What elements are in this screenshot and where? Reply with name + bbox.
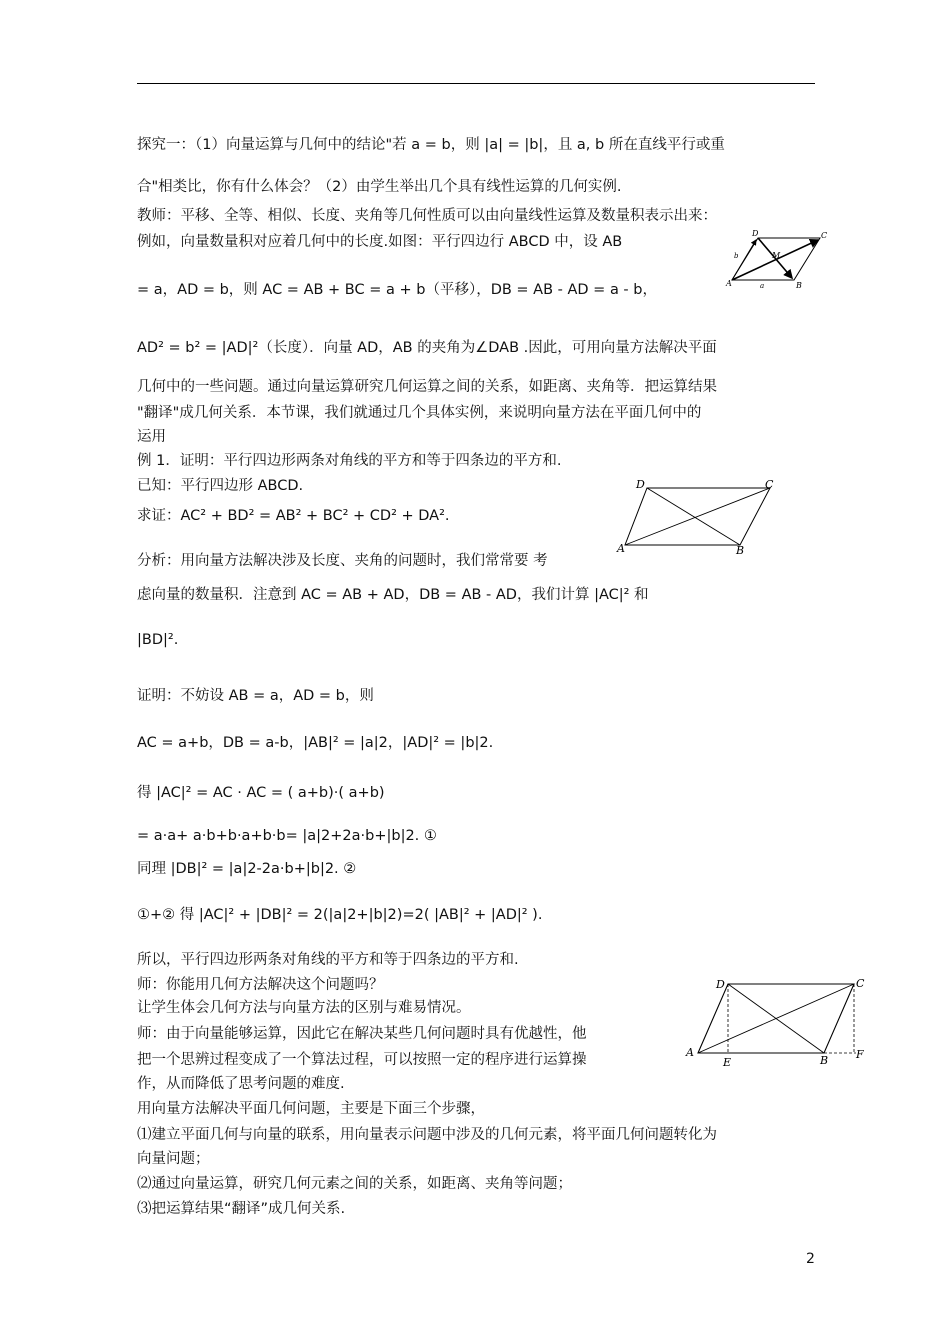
text-line: 师：由于向量能够运算，因此它在解决某些几何问题时具有优越性，他 <box>137 1026 587 1042</box>
text-line: |BD|². <box>137 632 179 648</box>
parallelogram-vector-figure <box>722 228 830 290</box>
vertex-label: A <box>686 1046 694 1059</box>
page-number: 2 <box>806 1251 815 1267</box>
vertex-label: D <box>752 229 759 238</box>
text-line: = a·a+ a·b+b·a+b·b= |a|2+2a·b+|b|2. ① <box>137 828 437 844</box>
vertex-label: B <box>736 544 745 557</box>
text-line: ⑶把运算结果“翻译”成几何关系. <box>137 1201 346 1217</box>
text-line: 作，从而降低了思考问题的难度. <box>137 1076 345 1092</box>
text-line: 探究一：（1）向量运算与几何中的结论"若 a = b，则 |a| = |b|，且 a, b 所在直线平行或重 <box>137 137 725 153</box>
text-line: 得 |AC|² = AC · AC = ( a+b)·( a+b) <box>137 785 385 801</box>
parallelogram-figure <box>615 478 785 556</box>
vertex-label: C <box>765 478 774 491</box>
text-line: AD² = b² = |AD|²（长度）．向量 AD，AB 的夹角为∠DAB .因此，可用向量方法解决平面 <box>137 340 717 356</box>
text-line: ⑴建立平面几何与向量的联系，用向量表示问题中涉及的几何元素，将平面几何问题转化为 <box>137 1127 717 1143</box>
text-line: 例如，向量数量积对应着几何中的长度.如图：平行四边行 ABCD 中，设 AB <box>137 234 623 250</box>
vertex-label: C <box>821 231 828 240</box>
vector-label: a <box>760 282 765 290</box>
text-line: AC = a+b，DB = a-b，|AB|² = |a|2，|AD|² = |b|2. <box>137 735 494 751</box>
text-line: 用向量方法解决平面几何问题，主要是下面三个步骤， <box>137 1101 485 1117</box>
text-line: 所以，平行四边形两条对角线的平方和等于四条边的平方和. <box>137 952 519 968</box>
text-line: 求证：AC² + BD² = AB² + BC² + CD² + DA². <box>137 508 450 524</box>
text-line: 分析：用向量方法解决涉及长度、夹角的问题时，我们常常要 考 <box>137 553 548 569</box>
text-line: 合"相类比，你有什么体会？（2）由学生举出几个具有线性运算的几何实例. <box>137 179 622 195</box>
text-line: 教师：平移、全等、相似、长度、夹角等几何性质可以由向量线性运算及数量积表示出来： <box>137 208 717 224</box>
vertex-label: A <box>726 279 732 288</box>
point-label: M <box>772 251 781 260</box>
parallelogram-height-figure <box>684 976 869 1068</box>
text-line: ⑵通过向量运算，研究几何元素之间的关系，如距离、夹角等问题； <box>137 1176 572 1192</box>
text-line: = a，AD = b，则 AC = AB + BC = a + b（平移），DB = AB - AD = a - b， <box>137 282 657 298</box>
text-line: "翻译"成几何关系．本节课，我们就通过几个具体实例，来说明向量方法在平面几何中的 <box>137 405 702 421</box>
text-line: 证明：不妨设 AB = a，AD = b，则 <box>137 688 374 704</box>
vertex-label: A <box>617 542 625 555</box>
text-line: 例 1．证明：平行四边形两条对角线的平方和等于四条边的平方和. <box>137 453 562 469</box>
vector-label: b <box>734 252 739 260</box>
text-line: 同理 |DB|² = |a|2-2a·b+|b|2. ② <box>137 861 357 877</box>
text-line: 让学生体会几何方法与向量方法的区别与难易情况。 <box>137 1000 471 1016</box>
vertex-label: B <box>796 281 802 290</box>
text-line: 把一个思辨过程变成了一个算法过程，可以按照一定的程序进行运算操 <box>137 1052 587 1068</box>
text-line: 向量问题； <box>137 1151 210 1167</box>
vertex-label: B <box>820 1054 829 1067</box>
text-line: 师：你能用几何方法解决这个问题吗？ <box>137 977 384 993</box>
text-line: 运用 <box>137 429 166 445</box>
text-line: 虑向量的数量积．注意到 AC = AB + AD，DB = AB - AD，我们计算 |AC|² 和 <box>137 587 649 603</box>
point-label: F <box>856 1048 864 1061</box>
vertex-label: D <box>716 978 725 991</box>
point-label: E <box>723 1056 732 1069</box>
text-line: 已知：平行四边形 ABCD. <box>137 478 304 494</box>
text-line: 几何中的一些问题。通过向量运算研究几何运算之间的关系，如距离、夹角等．把运算结果 <box>137 379 717 395</box>
text-line: ①+② 得 |AC|² + |DB|² = 2(|a|2+|b|2)=2( |AB|² + |AD|² ). <box>137 907 543 923</box>
header-rule <box>137 83 815 84</box>
vertex-label: D <box>636 478 645 491</box>
vertex-label: C <box>856 977 865 990</box>
